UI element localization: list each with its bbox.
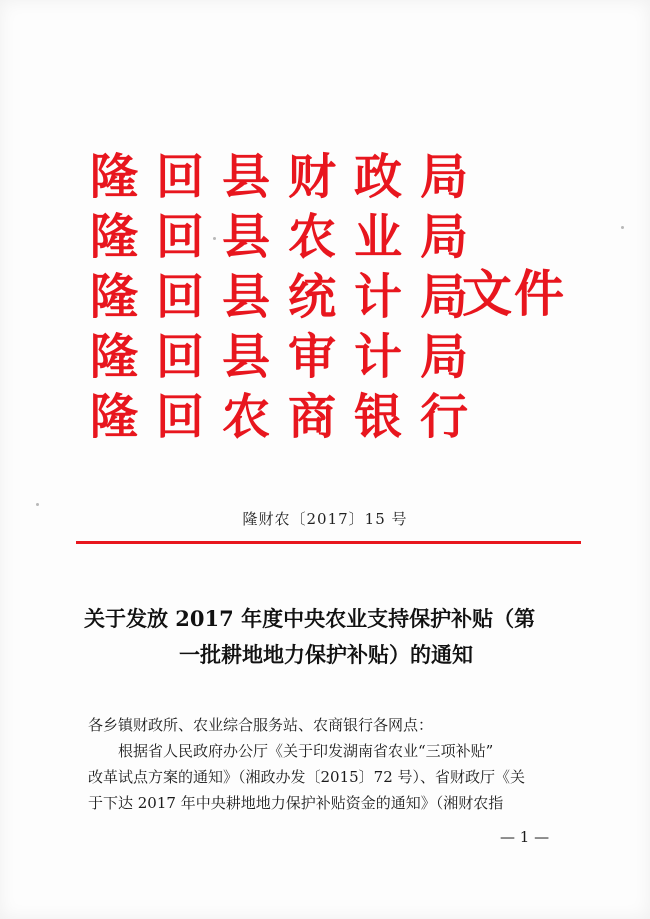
issuer-row (86, 147, 466, 207)
title-line: 关于发放 2017 年度中央农业支持保护补贴（第 (84, 606, 536, 631)
issuer-char: 回 (155, 389, 204, 445)
document-body (88, 712, 588, 816)
scan-speck (213, 237, 216, 240)
issuer-char: 县 (221, 329, 270, 385)
issuer-row (86, 207, 466, 267)
issuer-char: 政 (353, 149, 402, 205)
body-line: 根据省人民政府办公厅《关于印发湖南省农业“三项补贴” (118, 742, 494, 760)
issuer-char: 回 (155, 269, 204, 325)
issuer-char: 计 (353, 269, 402, 325)
issuer-char: 审 (287, 329, 336, 385)
issuer-char: 计 (353, 329, 402, 385)
issuer-char: 商 (287, 389, 336, 445)
issuer-char: 隆 (89, 209, 138, 265)
issuer-char: 县 (221, 269, 270, 325)
scan-speck (36, 503, 39, 506)
issuer-char: 隆 (89, 389, 138, 445)
issuing-authorities (86, 147, 466, 447)
issuer-char: 局 (419, 329, 468, 385)
issuer-char: 县 (221, 149, 270, 205)
issuer-char: 隆 (89, 149, 138, 205)
issuer-char: 局 (419, 149, 468, 205)
issuer-char: 回 (155, 149, 204, 205)
issuer-char: 行 (419, 389, 468, 445)
page-number: — 1 — (500, 828, 550, 846)
issuer-row (86, 387, 466, 447)
issuer-char: 隆 (89, 329, 138, 385)
issuer-row (86, 327, 466, 387)
salutation: 各乡镇财政所、农业综合服务站、农商银行各网点： (88, 716, 434, 734)
title-line: 一批耕地地力保护补贴）的通知 (179, 642, 473, 667)
issuer-char: 县 (221, 209, 270, 265)
body-line: 于下达 2017 年中央耕地地力保护补贴资金的通知》（湘财农指 (88, 794, 504, 812)
issuer-char: 局 (419, 209, 468, 265)
document-number: 隆财农〔2017〕15 号 (242, 510, 408, 528)
body-line: 改革试点方案的通知》（湘政办发〔2015〕72 号）、省财政厅《关 (88, 768, 526, 786)
issuer-char: 农 (221, 389, 270, 445)
document-title (84, 601, 584, 673)
issuer-char: 财 (287, 149, 336, 205)
document-type-label: 文件 (462, 264, 566, 323)
red-separator-line (76, 541, 581, 544)
scan-speck (621, 226, 624, 229)
issuer-char: 统 (287, 269, 336, 325)
issuer-char: 回 (155, 329, 204, 385)
issuer-char: 银 (353, 389, 402, 445)
issuer-char: 局 (419, 269, 468, 325)
issuer-char: 回 (155, 209, 204, 265)
issuer-row (86, 267, 466, 327)
issuer-char: 农 (287, 209, 336, 265)
issuer-char: 隆 (89, 269, 138, 325)
issuer-char: 业 (353, 209, 402, 265)
